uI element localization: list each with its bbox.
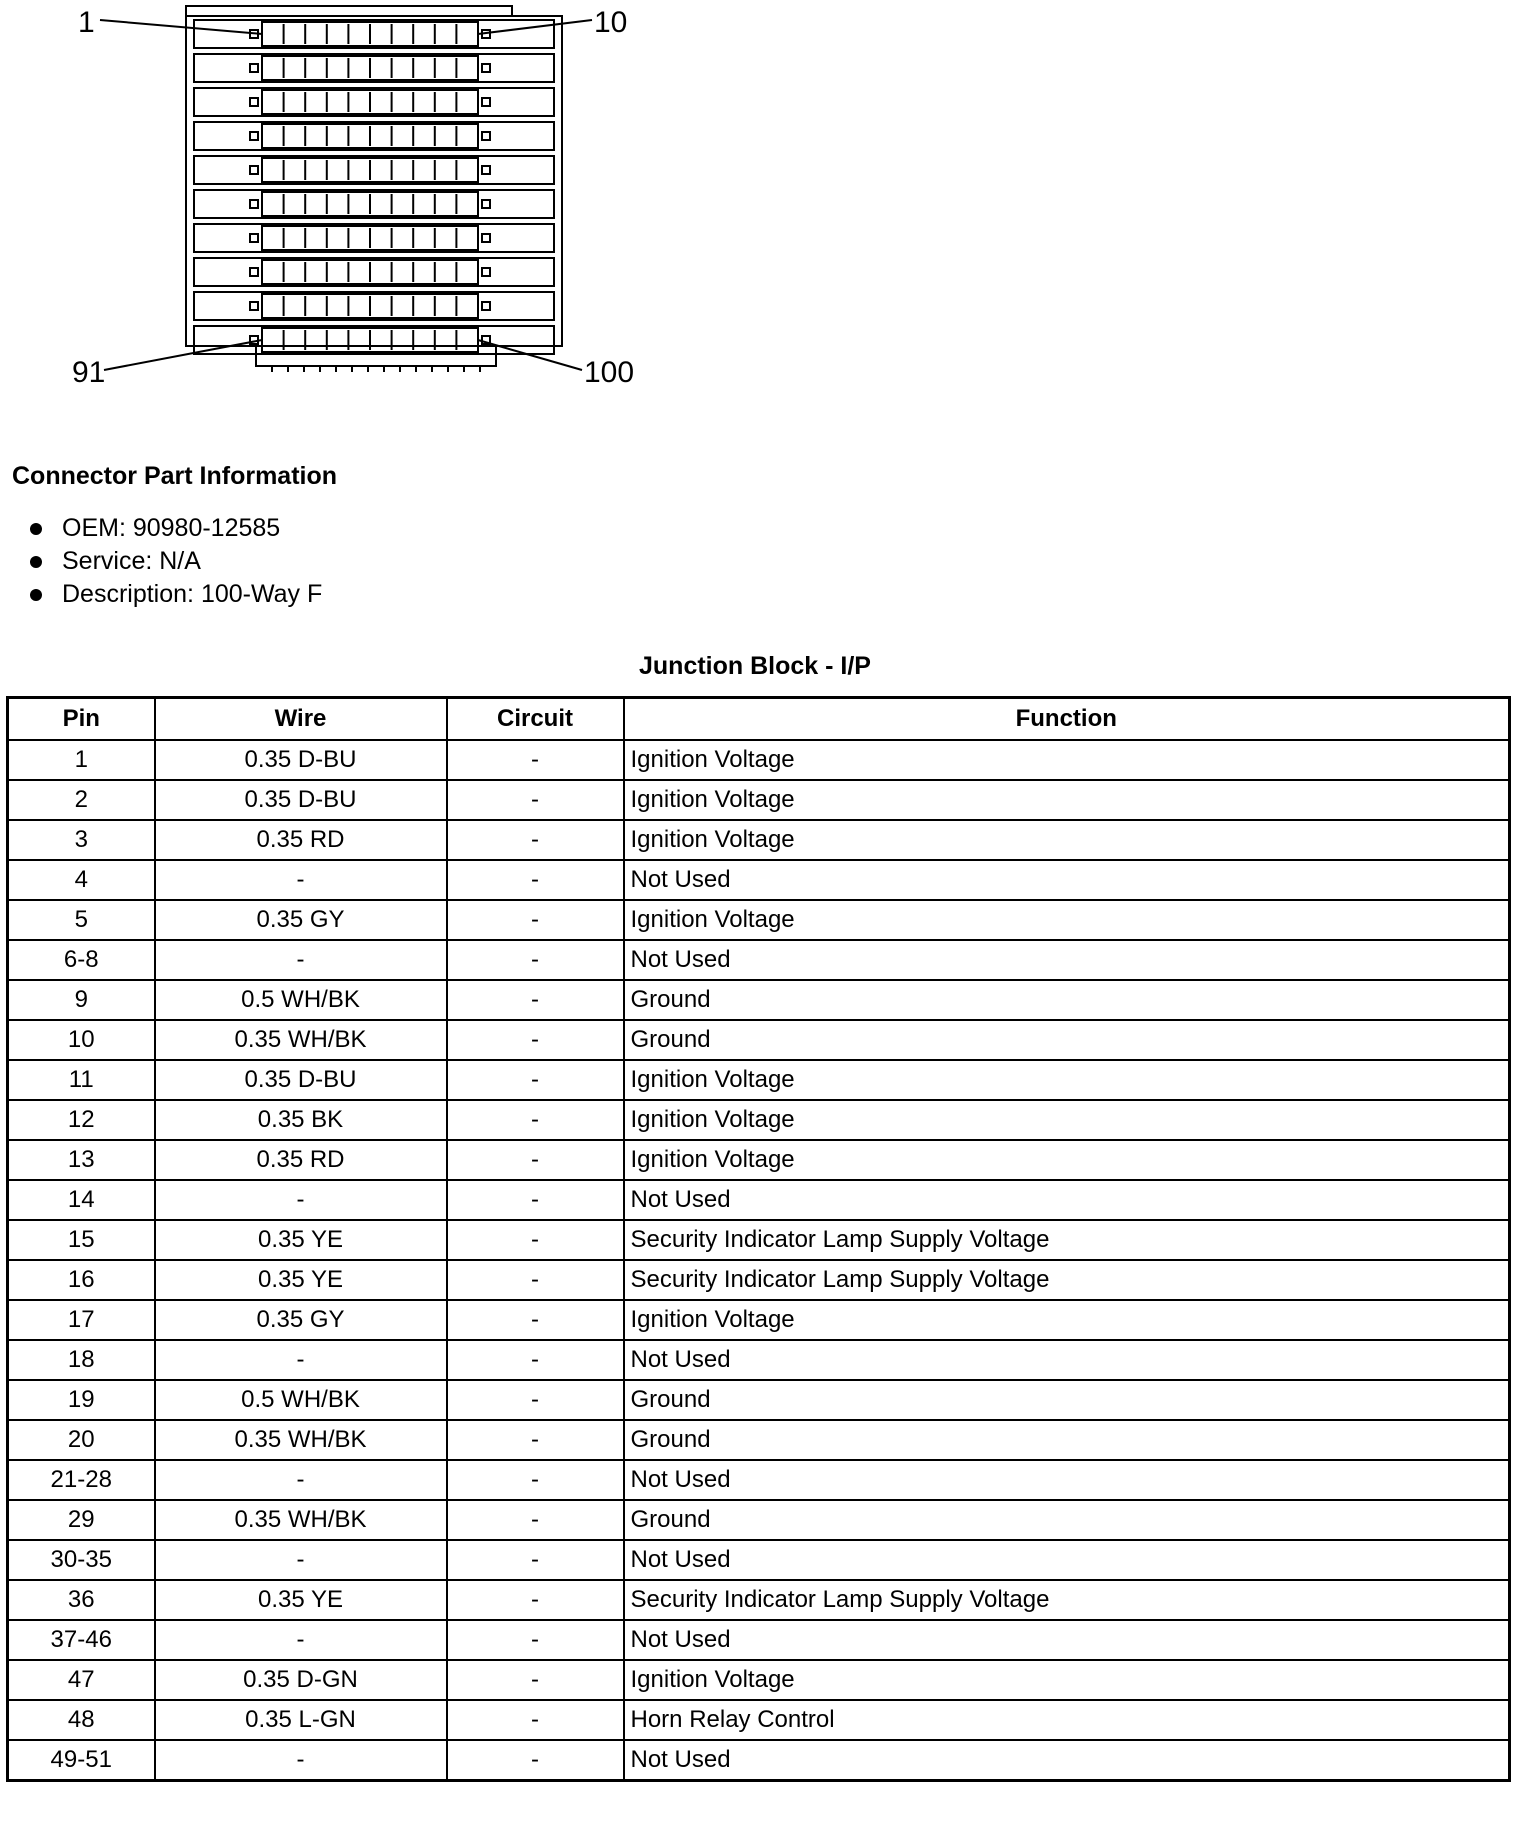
- cell-wire: -: [155, 1460, 447, 1500]
- cell-function: Not Used: [624, 1620, 1510, 1660]
- table-row: [8, 1140, 1510, 1180]
- header-pin: Pin: [8, 698, 155, 741]
- cell-function: Not Used: [624, 1740, 1510, 1781]
- row-latch: [250, 302, 258, 310]
- table-row: [8, 900, 1510, 940]
- row-latch: [482, 268, 490, 276]
- table-row: [8, 1340, 1510, 1380]
- cell-pin: 13: [8, 1140, 155, 1180]
- cell-wire: -: [155, 1740, 447, 1781]
- cell-circuit: -: [447, 1140, 624, 1180]
- cell-wire: -: [155, 860, 447, 900]
- bullet-icon: [30, 523, 42, 535]
- row-latch: [250, 234, 258, 242]
- cell-wire: 0.35 D-BU: [155, 740, 447, 780]
- cell-pin: 4: [8, 860, 155, 900]
- cell-pin: 48: [8, 1700, 155, 1740]
- cell-function: Ignition Voltage: [624, 740, 1510, 780]
- cell-function: Not Used: [624, 860, 1510, 900]
- pin-label-91: 91: [72, 356, 106, 389]
- cell-wire: -: [155, 1540, 447, 1580]
- table-row: [8, 1100, 1510, 1140]
- cell-wire: -: [155, 940, 447, 980]
- cell-wire: 0.35 YE: [155, 1260, 447, 1300]
- cell-function: Ignition Voltage: [624, 1100, 1510, 1140]
- cell-wire: 0.35 D-GN: [155, 1660, 447, 1700]
- cell-wire: 0.5 WH/BK: [155, 1380, 447, 1420]
- cell-pin: 11: [8, 1060, 155, 1100]
- cell-wire: 0.35 GY: [155, 1300, 447, 1340]
- info-text: Service: N/A: [62, 547, 201, 575]
- connector-base: [256, 346, 496, 366]
- table-row: [8, 820, 1510, 860]
- table-row: [8, 1580, 1510, 1620]
- cell-pin: 17: [8, 1300, 155, 1340]
- pin-label-10: 10: [594, 6, 628, 39]
- cell-circuit: -: [447, 1460, 624, 1500]
- connector-diagram: [0, 0, 700, 400]
- table-row: [8, 1660, 1510, 1700]
- cell-function: Not Used: [624, 1540, 1510, 1580]
- pin-label-100: 100: [584, 356, 635, 389]
- connector-part-info-heading: Connector Part Information: [12, 462, 338, 490]
- cell-circuit: -: [447, 940, 624, 980]
- table-row: [8, 1540, 1510, 1580]
- cell-pin: 16: [8, 1260, 155, 1300]
- cell-wire: 0.35 YE: [155, 1220, 447, 1260]
- cell-wire: 0.35 WH/BK: [155, 1420, 447, 1460]
- row-latch: [250, 166, 258, 174]
- row-latch: [250, 98, 258, 106]
- cell-wire: 0.35 YE: [155, 1580, 447, 1620]
- table-row: [8, 1740, 1510, 1781]
- cell-circuit: -: [447, 1740, 624, 1781]
- table-row: [8, 740, 1510, 780]
- cell-function: Ground: [624, 980, 1510, 1020]
- table-row: [8, 1700, 1510, 1740]
- cell-pin: 12: [8, 1100, 155, 1140]
- cell-circuit: -: [447, 1580, 624, 1620]
- table-row: [8, 1420, 1510, 1460]
- cavity-row-frame: [194, 326, 554, 354]
- cell-wire: 0.35 WH/BK: [155, 1020, 447, 1060]
- cell-wire: 0.35 D-BU: [155, 780, 447, 820]
- leader-line-pin-1: [100, 20, 262, 34]
- cell-wire: 0.35 L-GN: [155, 1700, 447, 1740]
- row-latch: [482, 302, 490, 310]
- cell-circuit: -: [447, 1660, 624, 1700]
- row-latch: [250, 268, 258, 276]
- cell-circuit: -: [447, 860, 624, 900]
- cell-pin: 3: [8, 820, 155, 860]
- table-row: [8, 1220, 1510, 1260]
- cell-function: Not Used: [624, 1460, 1510, 1500]
- cell-pin: 9: [8, 980, 155, 1020]
- cell-function: Ignition Voltage: [624, 900, 1510, 940]
- info-text: Description: 100-Way F: [62, 580, 323, 608]
- cell-circuit: -: [447, 1100, 624, 1140]
- cell-function: Ignition Voltage: [624, 1660, 1510, 1700]
- cell-circuit: -: [447, 1540, 624, 1580]
- header-circuit: Circuit: [447, 698, 624, 741]
- cell-function: Ground: [624, 1020, 1510, 1060]
- cell-wire: 0.35 D-BU: [155, 1060, 447, 1100]
- row-latch: [482, 64, 490, 72]
- cell-function: Ignition Voltage: [624, 1060, 1510, 1100]
- row-latch: [482, 98, 490, 106]
- cell-pin: 19: [8, 1380, 155, 1420]
- table-body: [8, 740, 1510, 1781]
- cell-wire: 0.5 WH/BK: [155, 980, 447, 1020]
- cell-pin: 36: [8, 1580, 155, 1620]
- connector-info-list: [22, 512, 322, 611]
- cell-wire: 0.35 BK: [155, 1100, 447, 1140]
- cell-circuit: -: [447, 740, 624, 780]
- table-title: Junction Block - I/P: [639, 652, 871, 680]
- table-row: [8, 940, 1510, 980]
- info-item-service: [22, 545, 322, 578]
- row-latch: [482, 200, 490, 208]
- cell-wire: 0.35 GY: [155, 900, 447, 940]
- cell-pin: 10: [8, 1020, 155, 1060]
- table-row: [8, 1620, 1510, 1660]
- header-wire: Wire: [155, 698, 447, 741]
- cell-pin: 30-35: [8, 1540, 155, 1580]
- table-row: [8, 1380, 1510, 1420]
- cell-circuit: -: [447, 780, 624, 820]
- info-item-description: [22, 578, 322, 611]
- cell-pin: 21-28: [8, 1460, 155, 1500]
- cavity-row-frame: [194, 156, 554, 184]
- table-row: [8, 1300, 1510, 1340]
- cell-pin: 49-51: [8, 1740, 155, 1781]
- cavity-row-frame: [194, 292, 554, 320]
- cell-circuit: -: [447, 1420, 624, 1460]
- table-row: [8, 1500, 1510, 1540]
- cell-function: Ground: [624, 1500, 1510, 1540]
- header-function: Function: [624, 698, 1510, 741]
- cell-pin: 14: [8, 1180, 155, 1220]
- cell-function: Horn Relay Control: [624, 1700, 1510, 1740]
- cavity-row-frame: [194, 258, 554, 286]
- cell-function: Ground: [624, 1380, 1510, 1420]
- cell-circuit: -: [447, 1300, 624, 1340]
- bullet-icon: [30, 589, 42, 601]
- cavity-row-frame: [194, 224, 554, 252]
- cell-circuit: -: [447, 1380, 624, 1420]
- table-row: [8, 1180, 1510, 1220]
- table-row: [8, 980, 1510, 1020]
- cell-pin: 5: [8, 900, 155, 940]
- cell-function: Ignition Voltage: [624, 1140, 1510, 1180]
- row-latch: [482, 234, 490, 242]
- cell-pin: 47: [8, 1660, 155, 1700]
- cavity-row-frame: [194, 122, 554, 150]
- row-latch: [250, 64, 258, 72]
- cell-pin: 37-46: [8, 1620, 155, 1660]
- cell-circuit: -: [447, 1700, 624, 1740]
- cell-pin: 20: [8, 1420, 155, 1460]
- cell-function: Security Indicator Lamp Supply Voltage: [624, 1580, 1510, 1620]
- cavity-row-frame: [194, 88, 554, 116]
- cell-function: Security Indicator Lamp Supply Voltage: [624, 1260, 1510, 1300]
- table-header-row: [8, 698, 1510, 741]
- cell-circuit: -: [447, 1500, 624, 1540]
- cell-wire: 0.35 WH/BK: [155, 1500, 447, 1540]
- cell-circuit: -: [447, 1180, 624, 1220]
- cell-function: Ignition Voltage: [624, 780, 1510, 820]
- info-text: OEM: 90980-12585: [62, 514, 281, 542]
- info-item-oem: [22, 512, 322, 545]
- table-row: [8, 1460, 1510, 1500]
- cell-wire: 0.35 RD: [155, 820, 447, 860]
- cell-circuit: -: [447, 1260, 624, 1300]
- cell-wire: -: [155, 1620, 447, 1660]
- connector-body: [186, 6, 562, 372]
- cell-pin: 2: [8, 780, 155, 820]
- cell-circuit: -: [447, 820, 624, 860]
- cell-pin: 15: [8, 1220, 155, 1260]
- cell-function: Ground: [624, 1420, 1510, 1460]
- cell-function: Not Used: [624, 1180, 1510, 1220]
- cell-pin: 29: [8, 1500, 155, 1540]
- cell-function: Ignition Voltage: [624, 1300, 1510, 1340]
- leader-line-pin-10: [478, 20, 592, 34]
- table-row: [8, 780, 1510, 820]
- row-latch: [250, 200, 258, 208]
- cell-wire: -: [155, 1340, 447, 1380]
- cell-function: Not Used: [624, 1340, 1510, 1380]
- row-latch: [482, 166, 490, 174]
- cavity-row-frame: [194, 54, 554, 82]
- row-latch: [482, 132, 490, 140]
- table-row: [8, 1060, 1510, 1100]
- cell-function: Security Indicator Lamp Supply Voltage: [624, 1220, 1510, 1260]
- cell-wire: -: [155, 1180, 447, 1220]
- cell-pin: 18: [8, 1340, 155, 1380]
- cell-circuit: -: [447, 1620, 624, 1660]
- pin-label-1: 1: [78, 6, 95, 39]
- cell-circuit: -: [447, 1340, 624, 1380]
- bullet-icon: [30, 556, 42, 568]
- cell-circuit: -: [447, 900, 624, 940]
- cell-circuit: -: [447, 1220, 624, 1260]
- cell-function: Not Used: [624, 940, 1510, 980]
- cell-circuit: -: [447, 1020, 624, 1060]
- cell-function: Ignition Voltage: [624, 820, 1510, 860]
- cavity-row-frame: [194, 190, 554, 218]
- table-row: [8, 1260, 1510, 1300]
- table-row: [8, 1020, 1510, 1060]
- connector-top-lip: [186, 6, 512, 16]
- cell-pin: 1: [8, 740, 155, 780]
- cavity-row-frame: [194, 20, 554, 48]
- row-latch: [250, 132, 258, 140]
- cell-circuit: -: [447, 1060, 624, 1100]
- cell-circuit: -: [447, 980, 624, 1020]
- table-row: [8, 860, 1510, 900]
- cell-wire: 0.35 RD: [155, 1140, 447, 1180]
- pinout-table: [6, 696, 1511, 1782]
- cell-pin: 6-8: [8, 940, 155, 980]
